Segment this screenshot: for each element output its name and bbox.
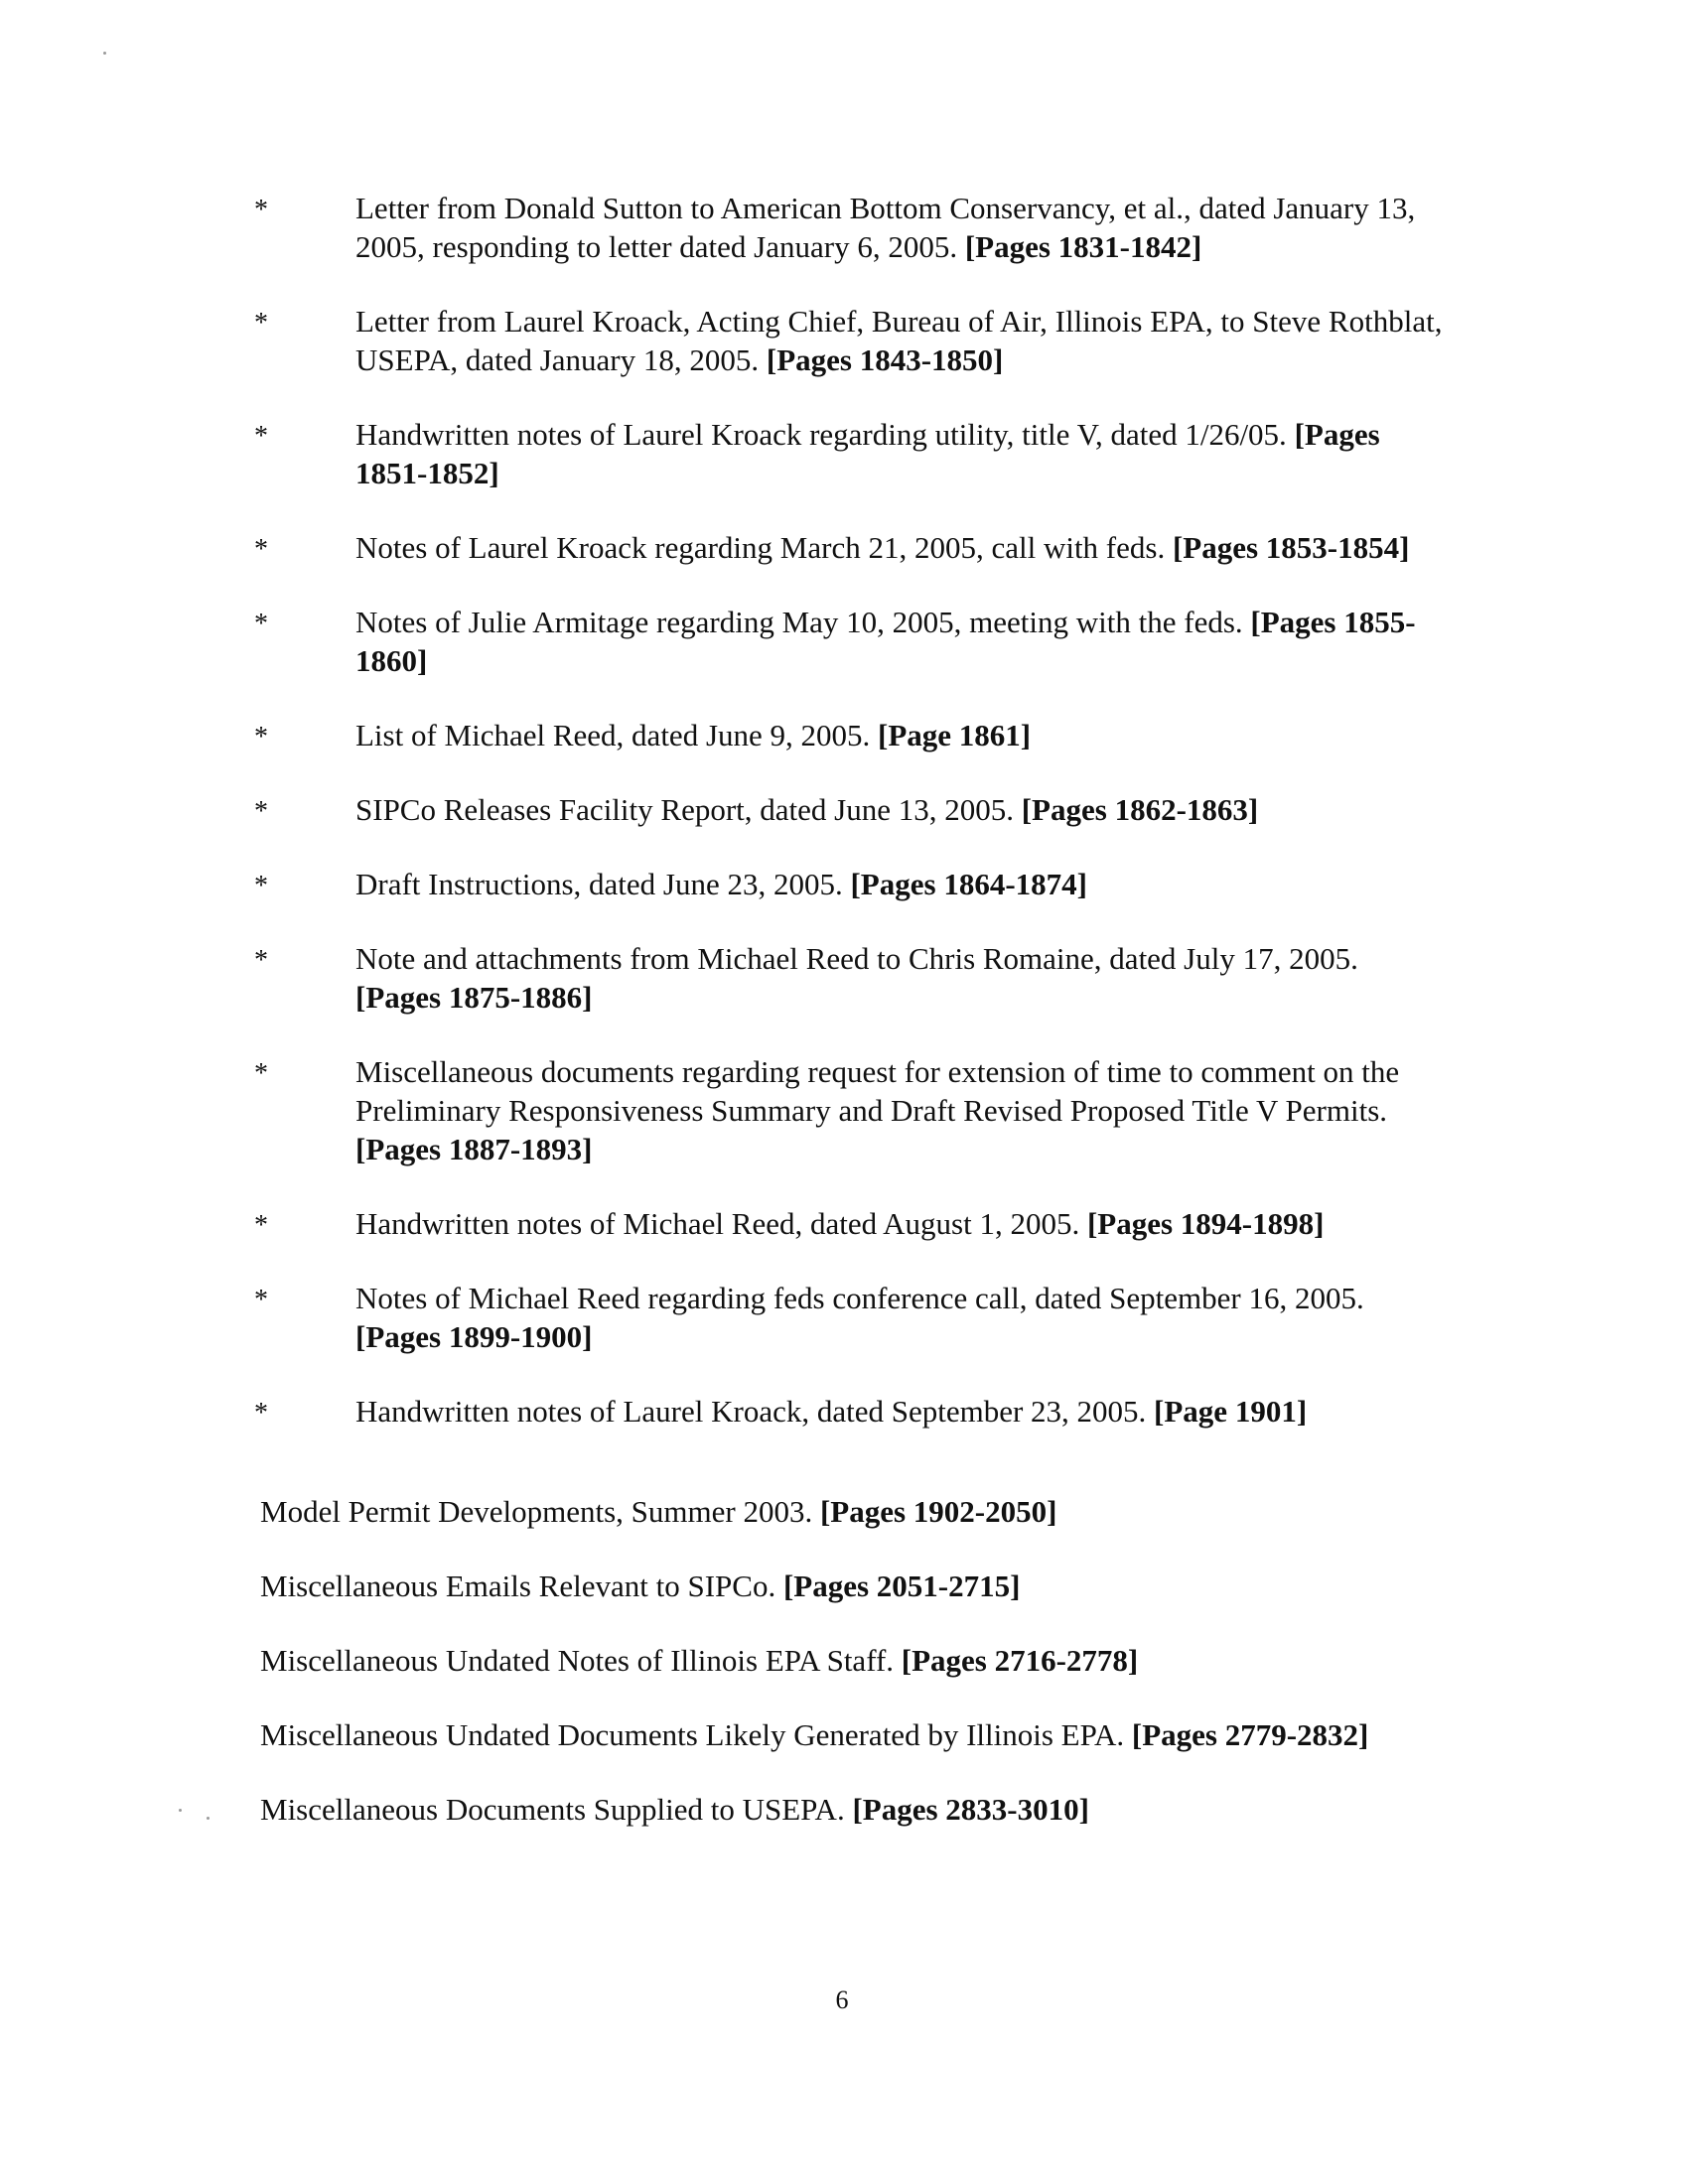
item-description: SIPCo Releases Facility Report, dated June 13, 2005. (355, 792, 1014, 827)
list-item (260, 1567, 1452, 1605)
page-number: 6 (835, 1985, 849, 2014)
bullet-symbol: * (254, 945, 268, 976)
item-description: Miscellaneous documents regarding request for extension of time to comment on the Preliminary Responsiveness Summary and Draft Revised Proposed Title V Permits. (355, 1054, 1400, 1128)
page-reference: [Pages 1853-1854] (1172, 530, 1410, 565)
list-item (260, 1641, 1452, 1680)
list-item (254, 939, 1446, 1017)
item-description: Letter from Laurel Kroack, Acting Chief, Bureau of Air, Illinois EPA, to Steve Rothblat, USEPA, dated January 18, 2005. (355, 304, 1443, 377)
item-description: Handwritten notes of Laurel Kroack, dated September 23, 2005. (355, 1394, 1147, 1429)
page-reference: [Page 1861] (878, 718, 1032, 752)
page-reference: [Pages 1902-2050] (819, 1494, 1057, 1529)
page-reference: [Pages 1894-1898] (1086, 1206, 1325, 1241)
bullet-symbol: * (254, 1058, 268, 1089)
item-description: Notes of Michael Reed regarding feds conference call, dated September 16, 2005. (355, 1281, 1364, 1315)
page-reference: [Pages 1862-1863] (1021, 792, 1259, 827)
page-reference: [Pages 2716-2778] (901, 1643, 1139, 1678)
list-item (254, 865, 1446, 903)
scan-speck (179, 1809, 182, 1812)
list-item (260, 1790, 1452, 1829)
page-reference: [Page 1901] (1154, 1394, 1308, 1429)
item-description: Miscellaneous Documents Supplied to USEPA. (260, 1792, 845, 1827)
item-description: Letter from Donald Sutton to American Bottom Conservancy, et al., dated January 13, 2005, responding to letter dated January 6, 2005. (355, 191, 1416, 264)
item-description: Miscellaneous Undated Notes of Illinois EPA Staff. (260, 1643, 895, 1678)
page-reference: [Pages 1855-1860] (355, 605, 1416, 678)
item-description: Model Permit Developments, Summer 2003. (260, 1494, 813, 1529)
list-item (254, 790, 1446, 829)
bullet-symbol: * (254, 796, 268, 827)
item-description: Notes of Julie Armitage regarding May 10, 2005, meeting with the feds. (355, 605, 1243, 639)
list-item (254, 1204, 1446, 1243)
item-description: Note and attachments from Michael Reed to Chris Romaine, dated July 17, 2005. (355, 941, 1358, 976)
item-description: Notes of Laurel Kroack regarding March 21, 2005, call with feds. (355, 530, 1166, 565)
page-reference: [Pages 1899-1900] (355, 1319, 593, 1354)
bullet-symbol: * (254, 195, 268, 225)
page-reference: [Pages 1831-1842] (964, 229, 1202, 264)
list-item (260, 1492, 1452, 1531)
page-reference: [Pages 2779-2832] (1131, 1717, 1369, 1752)
list-item (254, 603, 1446, 680)
bullet-symbol: * (254, 609, 268, 639)
page-reference: [Pages 1875-1886] (355, 980, 593, 1015)
bullet-symbol: * (254, 871, 268, 901)
page-reference: [Pages 2051-2715] (782, 1569, 1021, 1603)
list-item (254, 1052, 1446, 1168)
bullet-symbol: * (254, 1398, 268, 1429)
list-item (260, 1715, 1452, 1754)
record-category-list (260, 1492, 1452, 1864)
scan-speck (103, 52, 106, 55)
bullet-symbol: * (254, 1285, 268, 1315)
bulleted-record-list (254, 189, 1446, 1466)
page-reference: [Pages 2833-3010] (852, 1792, 1089, 1827)
bullet-symbol: * (254, 308, 268, 339)
page-reference: [Pages 1851-1852] (355, 417, 1380, 490)
list-item (254, 1392, 1446, 1431)
list-item (254, 302, 1446, 379)
item-description: Draft Instructions, dated June 23, 2005. (355, 867, 843, 901)
scan-speck (207, 1817, 210, 1820)
list-item (254, 189, 1446, 266)
list-item (254, 528, 1446, 567)
page-reference: [Pages 1887-1893] (355, 1132, 593, 1166)
page-reference: [Pages 1864-1874] (850, 867, 1087, 901)
item-description: Miscellaneous Undated Documents Likely Generated by Illinois EPA. (260, 1717, 1125, 1752)
item-description: Miscellaneous Emails Relevant to SIPCo. (260, 1569, 776, 1603)
item-description: Handwritten notes of Laurel Kroack regarding utility, title V, dated 1/26/05. (355, 417, 1287, 452)
page-reference: [Pages 1843-1850] (766, 342, 1004, 377)
list-item (254, 716, 1446, 754)
item-description: List of Michael Reed, dated June 9, 2005. (355, 718, 871, 752)
list-item (254, 1279, 1446, 1356)
bullet-symbol: * (254, 421, 268, 452)
list-item (254, 415, 1446, 492)
bullet-symbol: * (254, 1210, 268, 1241)
bullet-symbol: * (254, 534, 268, 565)
item-description: Handwritten notes of Michael Reed, dated August 1, 2005. (355, 1206, 1080, 1241)
bullet-symbol: * (254, 722, 268, 752)
